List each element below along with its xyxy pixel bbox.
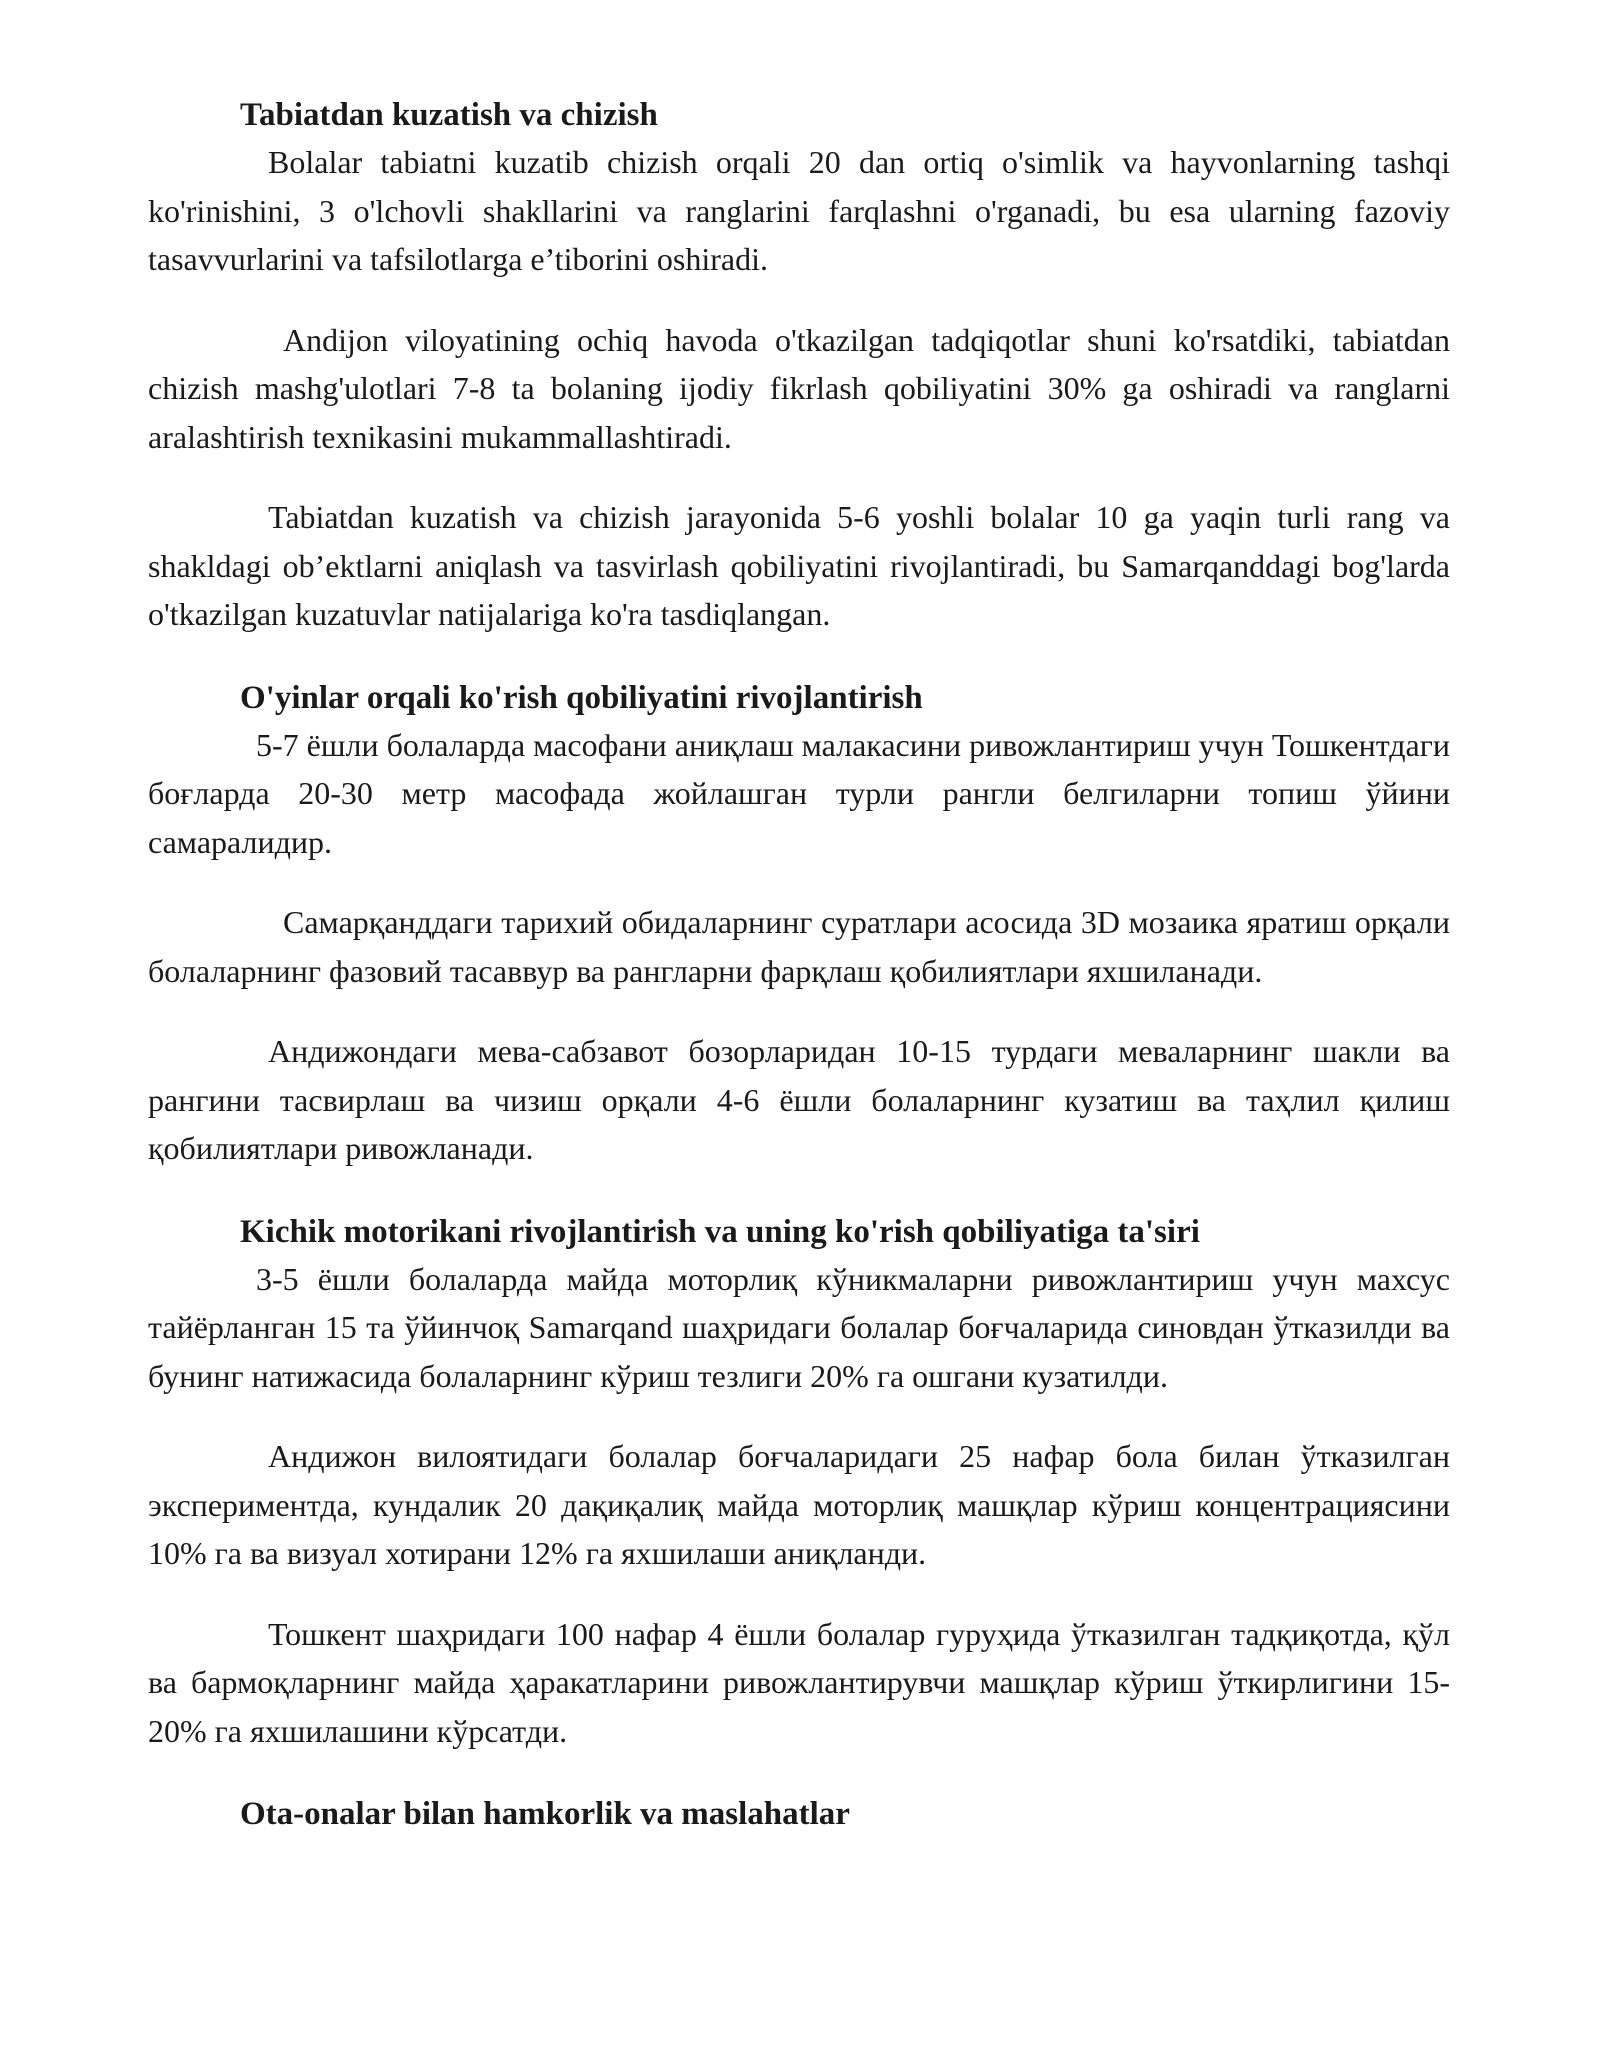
document-page <box>148 92 1450 1837</box>
paragraph: Tabiatdan kuzatish va chizish jarayonida 5-6 yoshli bolalar 10 ga yaqin turli rang va shakldagi ob’ektlarni aniqlash va tasvirlash qobiliyatini rivojlantiradi, bu Samarqanddagi bog'larda o'tkazilgan kuzatuvlar natijalariga ko'ra tasdiqlangan. <box>148 499 1450 632</box>
paragraph: Тошкент шаҳридаги 100 нафар 4 ёшли болалар гуруҳида ўтказилган тадқиқотда, қўл ва бармоқларнинг майда ҳаракатларини ривожлантирувчи машқлар кўриш ўткирлигини 15-20% га яхшилашини кўрсатди. <box>148 1615 1450 1749</box>
paragraph: 3-5 ёшли болаларда майда моторлиқ кўникмаларни ривожлантириш учун махсус тайёрланган 15 та ўйинчоқ Samarqand шаҳридаги болалар боғчаларида синовдан ўтказилди ва бунинг натижасида болаларнинг кўриш тезлиги 20% га ошгани кузатилди. <box>148 1260 1450 1394</box>
paragraph: Bolalar tabiatni kuzatib chizish orqali 20 dan ortiq o'simlik va hayvonlarning tashqi ko'rinishini, 3 o'lchovli shakllarini va ranglarini farqlashni o'rganadi, bu esa ularning fazoviy tasavvurlarini va tafsilotlarga e’tiborini oshiradi. <box>148 144 1450 277</box>
section-heading: Tabiatdan kuzatish va chizish <box>240 97 658 133</box>
paragraph: Андижондаги мева-сабзавот бозорларидан 10-15 турдаги меваларнинг шакли ва рангини тасвирлаш ва чизиш орқали 4-6 ёшли болаларнинг кузатиш ва таҳлил қилиш қобилиятлари ривожланади. <box>148 1033 1450 1166</box>
paragraph: Andijon viloyatining ochiq havoda o'tkazilgan tadqiqotlar shuni ko'rsatdiki, tabiatdan chizish mashg'ulotlari 7-8 ta bolaning ijodiy fikrlash qobiliyatini 30% ga oshiradi va ranglarni aralashtirish texnikasini mukammallashtiradi. <box>148 321 1450 455</box>
section-heading: Ota-onalar bilan hamkorlik va maslahatlar <box>240 1796 850 1832</box>
paragraph: Андижон вилоятидаги болалар боғчаларидаги 25 нафар бола билан ўтказилган экспериментда, кундалик 20 дақиқалиқ майда моторлиқ машқлар кўриш концентрациясини 10% га ва визуал хотирани 12% га яхшилаши аниқланди. <box>148 1438 1450 1571</box>
paragraph: Самарқанддаги тарихий обидаларнинг суратлари асосида 3D мозаика яратиш орқали болаларнинг фазовий тасаввур ва рангларни фарқлаш қобилиятлари яхшиланади. <box>148 904 1450 989</box>
section-heading: Kichik motorikani rivojlantirish va uning ko'rish qobiliyatiga ta'siri <box>240 1213 1200 1250</box>
section-heading: O'yinlar orqali ko'rish qobiliyatini rivojlantirish <box>240 679 923 716</box>
paragraph: 5-7 ёшли болаларда масофани аниқлаш малакасини ривожлантириш учун Тошкентдаги боғларда 20-30 метр масофада жойлашган турли рангли белгиларни топиш ўйини самаралидир. <box>148 726 1450 860</box>
